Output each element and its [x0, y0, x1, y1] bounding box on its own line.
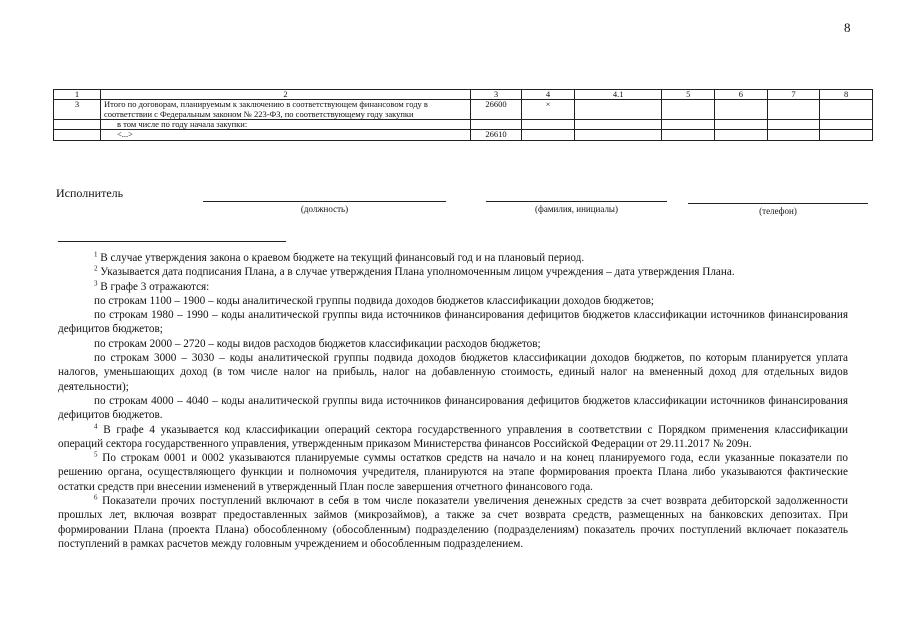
table-row — [54, 120, 873, 130]
indicator-name-cell: Итого по договорам, планируемым к заключению в соответствующем финансовом году в соответствии с Федеральным законом № 223-ФЗ, по соответствующему году закупки — [101, 100, 471, 120]
footnote-separator — [58, 241, 286, 242]
value-cell — [820, 130, 873, 140]
footnote-3-item: по строкам 2000 – 2720 – коды видов расходов бюджетов классификации расходов бюджетов; — [94, 337, 541, 350]
name-signature-line — [486, 201, 667, 202]
table-header-row — [54, 90, 873, 100]
footnote-text: В графе 4 указывается код классификации операций сектора государственного управления в соответствии с Порядком применения классификации операций сектора государственного управления, утвержденным приказом Министерства финансов Российской Федерации от 29.11.2017 № 209н. — [58, 423, 848, 450]
footnote-2 — [58, 265, 848, 279]
value-cell — [575, 130, 662, 140]
footnote-3 — [58, 280, 848, 294]
footnote-3-item: по строкам 1100 – 1900 – коды аналитической группы подвида доходов бюджетов классификации доходов бюджетов; — [94, 294, 654, 307]
footnote-mark: 4 — [94, 421, 98, 430]
line-code-cell — [471, 120, 522, 130]
plan-table — [53, 89, 873, 141]
footnote-text: В графе 3 отражаются: — [97, 280, 210, 293]
table-header-cell: 3 — [471, 90, 522, 100]
table-header-cell: 7 — [767, 90, 820, 100]
table-header-cell: 2 — [101, 90, 471, 100]
executor-label: Исполнитель — [56, 186, 124, 200]
footnote-6 — [58, 494, 848, 551]
footnote-mark: 5 — [94, 450, 98, 459]
footnote-text: По строкам 0001 и 0002 указываются планируемые суммы остатков средств на начало и на конец планируемого года, если указанные показатели по решению органа, осуществляющего функции и полномочия учредителя, планируются на этапе формирования проекта Плана либо указываются фактические остатки средств при внесении изменений в утвержденный План после завершения отчетного финансового года. — [58, 452, 848, 493]
value-cell — [820, 100, 873, 120]
phone-caption: (телефон) — [759, 206, 797, 216]
indicator-name-cell: в том числе по году начала закупки: — [101, 120, 471, 130]
value-cell — [662, 130, 715, 140]
name-caption: (фамилия, инициалы) — [535, 204, 618, 214]
value-cell — [662, 100, 715, 120]
phone-signature-line — [688, 203, 868, 204]
row-number-cell — [54, 130, 101, 140]
position-caption: (должность) — [300, 204, 349, 214]
value-cell — [715, 120, 768, 130]
footnote-mark: 3 — [94, 278, 98, 287]
value-cell — [715, 100, 768, 120]
footnote-5 — [58, 451, 848, 494]
footnote-mark: 1 — [94, 250, 98, 259]
table-row — [54, 130, 873, 140]
value-cell — [715, 130, 768, 140]
value-cell — [767, 130, 820, 140]
indicator-name-cell: <...> — [101, 130, 471, 140]
footnotes — [58, 251, 848, 551]
value-cell — [575, 120, 662, 130]
footnote-text: В случае утверждения закона о краевом бюджете на текущий финансовый год и на плановый период. — [97, 252, 585, 264]
table-header-cell: 4.1 — [575, 90, 662, 100]
page-number: 8 — [844, 20, 851, 35]
value-cell — [662, 120, 715, 130]
table-header-cell: 8 — [820, 90, 873, 100]
footnote-3-item: по строкам 3000 – 3030 – коды аналитической группы подвида доходов бюджетов классификации доходов бюджетов, по которым планируется уплата налогов, уменьшающих доход (в том числе налог на прибыль, налог на добавленную стоимость, единый налог на вмененный доход для отдельных видов деятельности); — [58, 352, 848, 393]
value-cell — [820, 120, 873, 130]
line-code-cell: 26610 — [471, 130, 522, 140]
footnote-3-item: по строкам 4000 – 4040 – коды аналитической группы вида источников финансирования дефицитов бюджетов классификации источников финансирования дефицитов бюджетов. — [58, 394, 848, 422]
value-cell — [575, 100, 662, 120]
table-header-cell: 6 — [715, 90, 768, 100]
kosgu-cell — [522, 120, 575, 130]
value-cell — [767, 100, 820, 120]
row-number-cell: 3 — [54, 100, 101, 120]
footnote-mark: 2 — [94, 264, 98, 273]
row-number-cell — [54, 120, 101, 130]
line-code-cell: 26600 — [471, 100, 522, 120]
value-cell — [767, 120, 820, 130]
table-header-cell: 5 — [662, 90, 715, 100]
table-row — [54, 100, 873, 120]
kosgu-cell: × — [522, 100, 575, 120]
footnote-text: Указывается дата подписания Плана, а в случае утверждения Плана уполномоченным лицом учреждения – дата утверждения Плана. — [97, 266, 735, 279]
footnote-mark: 6 — [94, 493, 98, 502]
footnote-1 — [58, 251, 848, 265]
footnote-4 — [58, 423, 848, 452]
kosgu-cell — [522, 130, 575, 140]
position-signature-line — [203, 201, 446, 202]
footnote-text: Показатели прочих поступлений включают в себя в том числе показатели увеличения денежных средств за счет возврата дебиторской задолженности прошлых лет, включая возврат предоставленных займов (микрозаймов), а также за счет возврата средств, размещенных на банковских депозитах. При формировании Плана (проекта Плана) обособленному (обособленным) подразделению (подразделениям) показатель прочих поступлений включает показатель поступлений в рамках расчетов между головным учреждением и обособленным подразделением. — [58, 495, 848, 550]
table-header-cell: 4 — [522, 90, 575, 100]
footnote-3-item: по строкам 1980 – 1990 – коды аналитической группы вида источников финансирования дефицитов бюджетов классификации источников финансирования дефицитов бюджетов; — [58, 309, 848, 336]
table-header-cell: 1 — [54, 90, 101, 100]
